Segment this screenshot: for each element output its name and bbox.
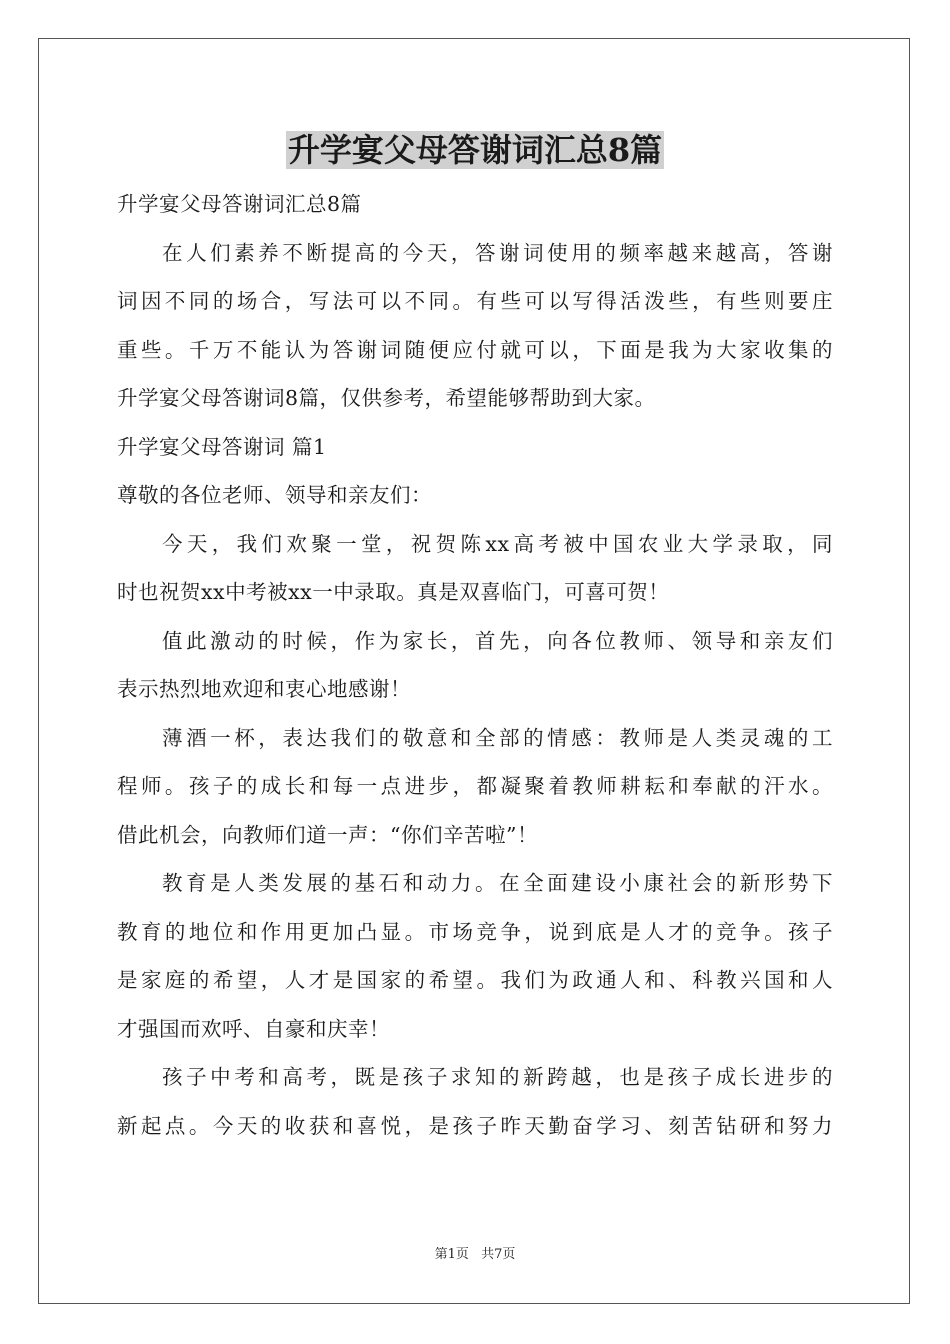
paragraph-line: 教育的地位和作用更加凸显。市场竞争，说到底是人才的竞争。孩子: [117, 919, 833, 944]
document-title: [0, 128, 950, 172]
page-footer: [0, 1246, 950, 1264]
paragraph-line: 孩子中考和高考，既是孩子求知的新跨越，也是孩子成长进步的: [162, 1065, 833, 1089]
page-number: 第1页: [434, 1247, 469, 1262]
subtitle-line: 升学宴父母答谢词汇总8篇: [117, 192, 362, 216]
paragraph-line: 今天，我们欢聚一堂，祝贺陈xx高考被中国农业大学录取，同: [162, 531, 833, 556]
paragraph-line: 才强国而欢呼、自豪和庆幸！: [117, 1016, 390, 1041]
page-total: 共7页: [481, 1247, 516, 1262]
document-title-text: 升学宴父母答谢词汇总8篇: [287, 131, 663, 169]
paragraph-line: 词因不同的场合，写法可以不同。有些可以写得活泼些，有些则要庄: [117, 289, 833, 313]
salutation-line: 尊敬的各位老师、领导和亲友们：: [117, 483, 432, 507]
paragraph-line: 值此激动的时候，作为家长，首先，向各位教师、领导和亲友们: [162, 628, 833, 653]
paragraph-line: 薄酒一杯，表达我们的敬意和全部的情感：教师是人类灵魂的工: [162, 725, 833, 750]
paragraph-line: 程师。孩子的成长和每一点进步，都凝聚着教师耕耘和奉献的汗水。: [117, 774, 833, 798]
paragraph-line: 借此机会，向教师们道一声：“你们辛苦啦”！: [117, 822, 538, 847]
paragraph-line: 时也祝贺xx中考被xx一中录取。真是双喜临门，可喜可贺！: [117, 580, 670, 604]
document-body: [117, 180, 833, 1150]
paragraph-line: 教育是人类发展的基石和动力。在全面建设小康社会的新形势下: [162, 871, 833, 895]
paragraph-line: 新起点。今天的收获和喜悦，是孩子昨天勤奋学习、刻苦钻研和努力: [117, 1113, 833, 1138]
paragraph-line: 在人们素养不断提高的今天，答谢词使用的频率越来越高，答谢: [162, 240, 833, 265]
paragraph-line: 是家庭的希望，人才是国家的希望。我们为政通人和、科教兴国和人: [117, 968, 833, 992]
paragraph-line: 表示热烈地欢迎和衷心地感谢！: [117, 677, 411, 701]
paragraph-line: 升学宴父母答谢词8篇，仅供参考，希望能够帮助到大家。: [117, 386, 656, 410]
section-heading: 升学宴父母答谢词 篇1: [117, 434, 327, 459]
paragraph-line: 重些。千万不能认为答谢词随便应付就可以，下面是我为大家收集的: [117, 337, 833, 362]
